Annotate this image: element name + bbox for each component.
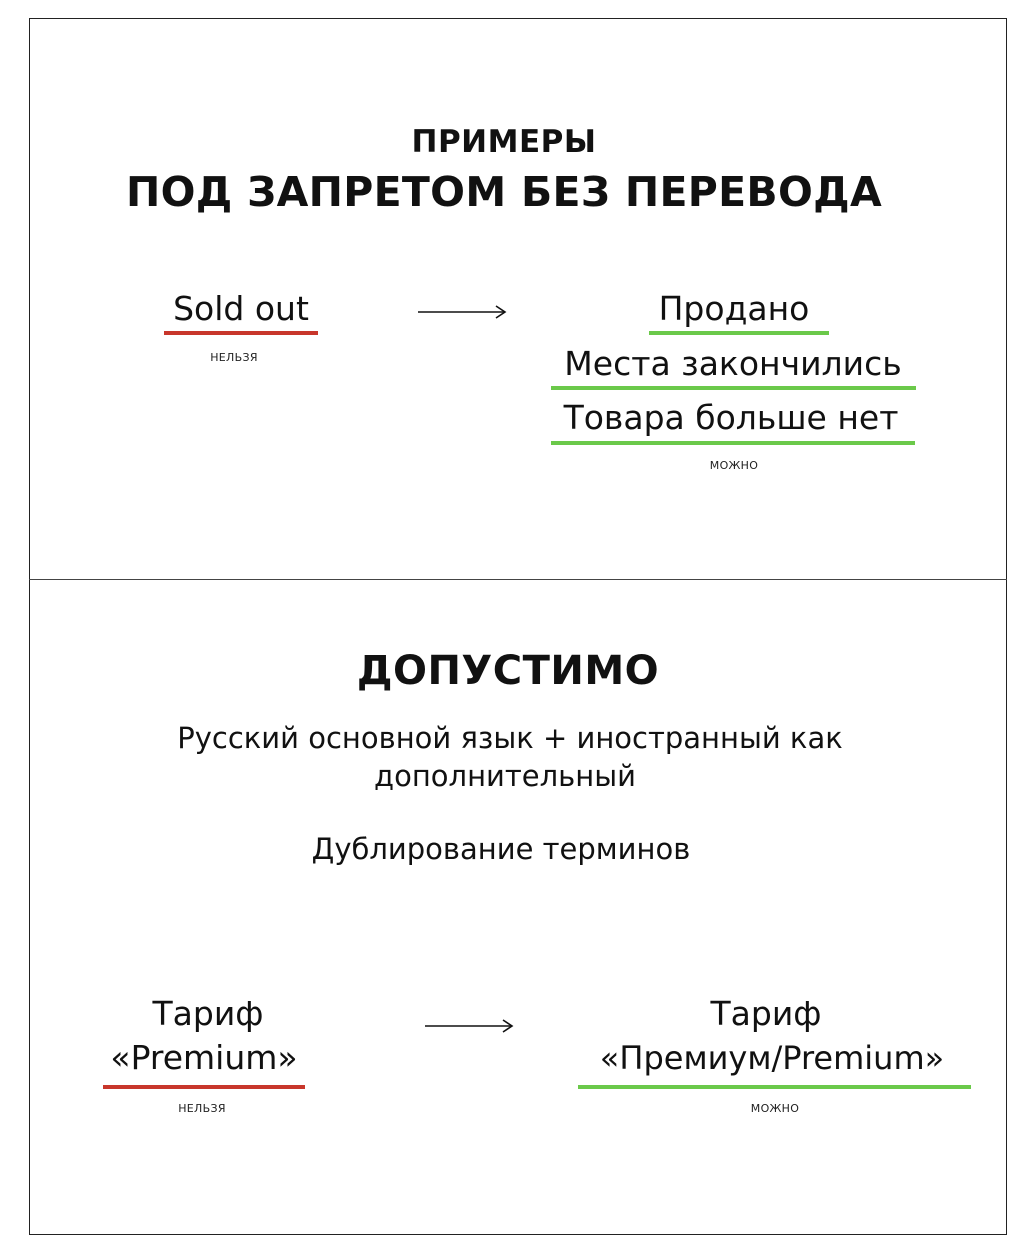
allowed-caption: МОЖНО: [709, 459, 759, 472]
forbidden-title: ПОД ЗАПРЕТОМ БЕЗ ПЕРЕВОДА: [126, 168, 882, 216]
allowed-title: ДОПУСТИМО: [356, 648, 660, 694]
allowed-caption: МОЖНО: [750, 1102, 800, 1115]
allowed-tariff-line2: «Премиум/Premium»: [599, 1039, 945, 1077]
examples-subtitle: ПРИМЕРЫ: [411, 124, 597, 160]
allowed-text-line2: дополнительный: [374, 759, 636, 793]
allowed-underline: [578, 1085, 971, 1089]
allowed-item-no-seats: Места закончились: [564, 344, 902, 383]
arrow-right-icon: [418, 303, 508, 321]
allowed-item-sold: Продано: [658, 289, 810, 328]
forbidden-underline: [164, 331, 318, 335]
allowed-underline: [551, 441, 915, 445]
forbidden-underline: [103, 1085, 305, 1089]
forbidden-caption: НЕЛЬЗЯ: [210, 351, 258, 364]
wrong-tariff-line1: Тариф: [152, 994, 264, 1033]
allowed-tariff-line1: Тариф: [710, 994, 822, 1033]
allowed-underline: [649, 331, 829, 335]
allowed-item-no-goods: Товара больше нет: [563, 398, 899, 437]
duplication-text: Дублирование терминов: [311, 832, 691, 866]
arrow-right-icon: [425, 1017, 515, 1035]
allowed-text-line1: Русский основной язык + иностранный как: [177, 721, 843, 755]
allowed-underline: [551, 386, 916, 390]
forbidden-caption: НЕЛЬЗЯ: [178, 1102, 226, 1115]
wrong-example-sold-out: Sold out: [173, 289, 309, 328]
wrong-tariff-line2: «Premium»: [110, 1038, 298, 1077]
section-divider: [29, 579, 1007, 580]
